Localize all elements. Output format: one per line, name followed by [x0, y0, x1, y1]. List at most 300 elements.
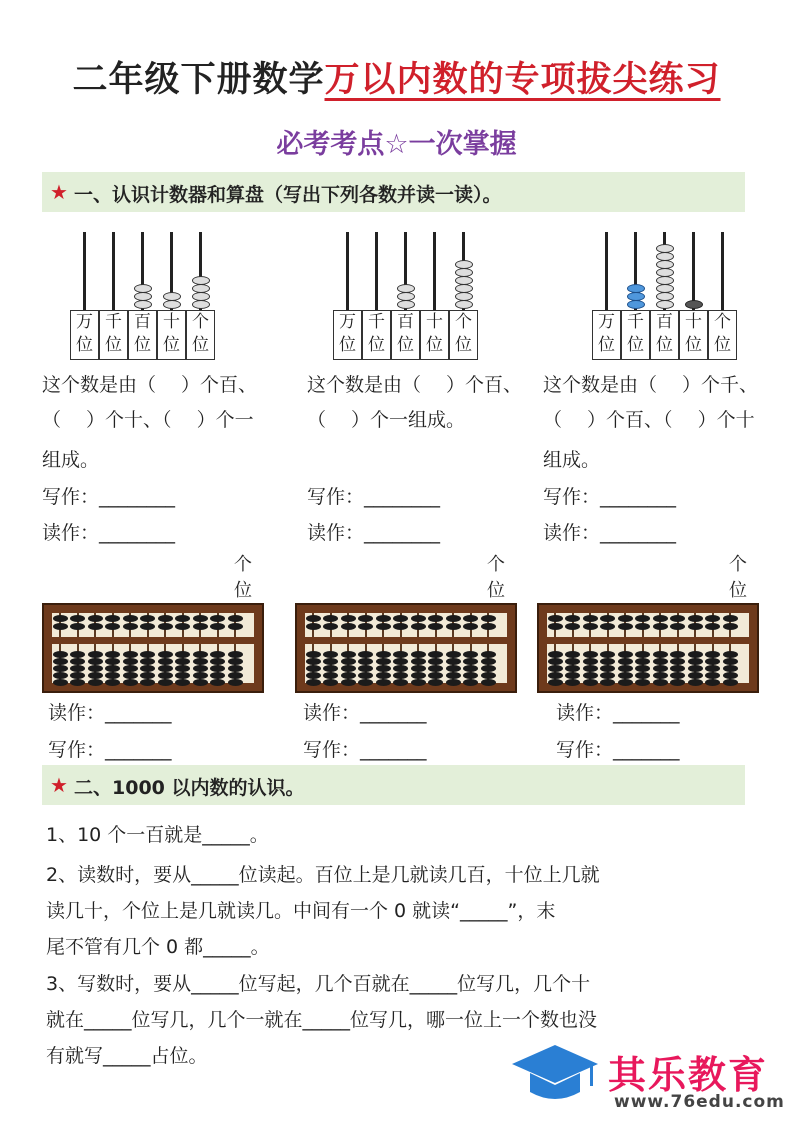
abacus-bead — [583, 672, 598, 679]
unit-place-label — [727, 552, 749, 604]
counter-bead — [192, 300, 210, 309]
abacus-bead — [70, 672, 85, 679]
abacus-bead — [158, 658, 173, 665]
abacus-bead — [723, 651, 738, 658]
abacus-bead — [688, 623, 703, 630]
abacus-bead — [88, 651, 103, 658]
counter-bead — [656, 292, 674, 301]
abacus-bead — [158, 665, 173, 672]
abacus-bead — [88, 615, 103, 622]
abacus-bead — [306, 679, 321, 686]
place-label-char: 千 — [105, 312, 122, 332]
abacus-bead — [70, 658, 85, 665]
abacus-beam — [305, 637, 507, 644]
abacus-bead — [670, 651, 685, 658]
write-answer: 写作：_______ — [556, 739, 680, 761]
counter-rod — [721, 232, 724, 310]
abacus-bead — [70, 623, 85, 630]
abacus-bead — [341, 615, 356, 622]
abacus-bead — [411, 651, 426, 658]
abacus-bead — [670, 615, 685, 622]
abacus-bead — [175, 679, 190, 686]
abacus-bead — [705, 651, 720, 658]
abacus-bead — [565, 615, 580, 622]
abacus-bead — [548, 658, 563, 665]
place-label — [592, 310, 621, 360]
read-answer: 读作：________ — [543, 522, 677, 544]
place-label-char: 位 — [339, 335, 356, 355]
abacus-bead — [210, 623, 225, 630]
abacus-bead — [635, 679, 650, 686]
abacus-bead — [323, 623, 338, 630]
place-label-char: 万 — [76, 312, 93, 332]
abacus-bead — [70, 665, 85, 672]
abacus-bead — [323, 672, 338, 679]
abacus-bead — [88, 623, 103, 630]
abacus-bead — [376, 615, 391, 622]
place-label-char: 千 — [627, 312, 644, 332]
abacus-bead — [723, 665, 738, 672]
counter-rod — [692, 232, 695, 310]
question-3-line2: 就在_____位写几，几个一就在_____位写几，哪一位上一个数也没 — [46, 1009, 598, 1031]
abacus-bead — [105, 665, 120, 672]
abacus-bead — [358, 615, 373, 622]
place-label — [449, 310, 478, 360]
abacus-bead — [123, 615, 138, 622]
place-label — [679, 310, 708, 360]
abacus-bead — [653, 651, 668, 658]
place-label-char: 位 — [397, 335, 414, 355]
abacus-bead — [723, 672, 738, 679]
abacus-bead — [635, 651, 650, 658]
abacus-bead — [428, 679, 443, 686]
abacus-bead — [105, 615, 120, 622]
abacus-bead — [323, 665, 338, 672]
abacus-bead — [705, 615, 720, 622]
abacus-bead — [463, 623, 478, 630]
abacus-bead — [158, 679, 173, 686]
abacus-bead — [393, 665, 408, 672]
counter-bead — [455, 300, 473, 309]
abacus-bead — [481, 658, 496, 665]
abacus-bead — [306, 665, 321, 672]
abacus-bead — [341, 623, 356, 630]
abacus-bead — [411, 623, 426, 630]
place-label-char: 位 — [192, 335, 209, 355]
counter-bead — [656, 300, 674, 309]
abacus-bead — [583, 651, 598, 658]
abacus-bead — [53, 623, 68, 630]
counter-bead — [656, 268, 674, 277]
abacus-bead — [705, 658, 720, 665]
abacus-bead — [193, 665, 208, 672]
abacus-bead — [88, 679, 103, 686]
abacus-bead — [446, 665, 461, 672]
abacus-bead — [411, 665, 426, 672]
abacus-bead — [565, 679, 580, 686]
abacus-bead — [548, 665, 563, 672]
abacus-bead — [481, 623, 496, 630]
abacus-bead — [175, 615, 190, 622]
counter-bead — [455, 292, 473, 301]
abacus-bead — [481, 679, 496, 686]
abacus-bead — [358, 623, 373, 630]
abacus-bead — [158, 672, 173, 679]
abacus-bead — [411, 679, 426, 686]
abacus-bead — [341, 672, 356, 679]
unit-place-label — [485, 552, 507, 604]
abacus-bead — [635, 623, 650, 630]
abacus-bead — [158, 623, 173, 630]
counter-question-line: 这个数是由（ ）个百、 — [307, 374, 523, 396]
abacus-bead — [635, 665, 650, 672]
abacus-bead — [306, 651, 321, 658]
abacus-bead — [323, 679, 338, 686]
abacus-bead — [88, 658, 103, 665]
place-label-char: 十 — [163, 312, 180, 332]
abacus-bead — [670, 672, 685, 679]
counter-bead — [455, 284, 473, 293]
abacus — [42, 603, 264, 693]
abacus-bead — [446, 679, 461, 686]
abacus — [295, 603, 517, 693]
abacus-bead — [210, 665, 225, 672]
counter-bead — [134, 284, 152, 293]
abacus-bead — [210, 679, 225, 686]
abacus-frame — [305, 613, 507, 683]
abacus-bead — [306, 615, 321, 622]
abacus-bead — [653, 672, 668, 679]
write-answer: 写作：_______ — [303, 739, 427, 761]
place-label — [333, 310, 362, 360]
counter-bead — [134, 292, 152, 301]
abacus-bead — [548, 615, 563, 622]
abacus-bead — [228, 651, 243, 658]
abacus-bead — [688, 665, 703, 672]
abacus-bead — [583, 615, 598, 622]
counter-bead — [685, 300, 703, 309]
title-part1: 二年级下册数学 — [72, 60, 325, 100]
abacus-bead — [358, 665, 373, 672]
abacus-bead — [428, 665, 443, 672]
place-label — [128, 310, 157, 360]
abacus-bead — [411, 615, 426, 622]
abacus-bead — [210, 658, 225, 665]
abacus-bead — [228, 623, 243, 630]
abacus-bead — [393, 679, 408, 686]
write-answer: 写作：________ — [42, 486, 176, 508]
abacus-bead — [158, 651, 173, 658]
counter-bead — [656, 244, 674, 253]
abacus-bead — [88, 672, 103, 679]
abacus-bead — [376, 679, 391, 686]
abacus-bead — [53, 615, 68, 622]
abacus-bead — [358, 672, 373, 679]
counter-rod — [112, 232, 115, 310]
abacus-bead — [670, 623, 685, 630]
abacus-bead — [228, 672, 243, 679]
abacus-bead — [376, 651, 391, 658]
abacus-bead — [705, 623, 720, 630]
abacus-bead — [548, 651, 563, 658]
unit-place-char: 位 — [234, 580, 252, 601]
abacus-bead — [228, 665, 243, 672]
read-answer: 读作：_______ — [303, 702, 427, 724]
abacus-bead — [548, 679, 563, 686]
abacus-bead — [565, 665, 580, 672]
abacus-frame — [52, 613, 254, 683]
abacus-bead — [228, 679, 243, 686]
abacus-bead — [635, 615, 650, 622]
section1-heading: 一、认识计数器和算盘（写出下列各数并读一读）。 — [74, 184, 502, 206]
abacus-bead — [446, 615, 461, 622]
unit-place-char: 个 — [729, 554, 747, 575]
abacus-bead — [210, 651, 225, 658]
place-label-char: 位 — [105, 335, 122, 355]
counter-bead — [656, 252, 674, 261]
unit-place-char: 位 — [729, 580, 747, 601]
question-2-line1: 2、读数时，要从_____位读起。百位上是几就读几百，十位上几就 — [46, 864, 600, 886]
star-icon: ★ — [50, 773, 68, 797]
abacus-bead — [463, 651, 478, 658]
abacus-bead — [481, 651, 496, 658]
abacus-bead — [175, 672, 190, 679]
abacus-bead — [548, 672, 563, 679]
abacus-bead — [341, 651, 356, 658]
counter-bead — [134, 300, 152, 309]
counter-bead — [627, 284, 645, 293]
abacus-bead — [53, 651, 68, 658]
abacus-bead — [158, 615, 173, 622]
abacus-bead — [193, 615, 208, 622]
section2-heading: 二、1000 以内数的认识。 — [74, 777, 305, 799]
abacus-bead — [393, 658, 408, 665]
abacus-bead — [123, 665, 138, 672]
abacus-beam — [52, 637, 254, 644]
place-label — [362, 310, 391, 360]
brand-logo — [510, 1040, 790, 1118]
place-label — [420, 310, 449, 360]
question-2-line2: 读几十，个位上是几就读几。中间有一个 0 就读“_____”，末 — [46, 900, 556, 922]
place-label — [391, 310, 420, 360]
abacus-bead — [705, 672, 720, 679]
abacus-bead — [193, 623, 208, 630]
place-label — [70, 310, 99, 360]
counter-bead — [455, 268, 473, 277]
question-3-line3: 有就写_____占位。 — [46, 1045, 208, 1067]
abacus-bead — [428, 658, 443, 665]
counter-rod — [83, 232, 86, 310]
question-2-line3: 尾不管有几个 0 都_____。 — [46, 936, 270, 958]
abacus-bead — [193, 672, 208, 679]
abacus-bead — [411, 672, 426, 679]
counter-bead — [455, 276, 473, 285]
abacus-bead — [618, 615, 633, 622]
counter-rod — [375, 232, 378, 310]
read-answer: 读作：________ — [307, 522, 441, 544]
abacus-bead — [548, 623, 563, 630]
counter-bead — [656, 284, 674, 293]
counter-diagram — [592, 228, 752, 368]
place-label-char: 千 — [368, 312, 385, 332]
write-answer: 写作：________ — [543, 486, 677, 508]
place-label-char: 位 — [368, 335, 385, 355]
abacus-bead — [393, 672, 408, 679]
counter-bead — [627, 292, 645, 301]
abacus-bead — [193, 651, 208, 658]
abacus-bead — [583, 658, 598, 665]
abacus-bead — [306, 623, 321, 630]
abacus-bead — [53, 665, 68, 672]
abacus-bead — [600, 623, 615, 630]
page-subtitle: 必考考点☆一次掌握 — [276, 129, 517, 160]
abacus-bead — [428, 623, 443, 630]
abacus-bead — [688, 679, 703, 686]
abacus-bead — [723, 679, 738, 686]
abacus-bead — [376, 665, 391, 672]
abacus-bead — [583, 623, 598, 630]
counter-diagram — [333, 228, 493, 368]
place-label-char: 个 — [455, 312, 472, 332]
abacus-bead — [653, 665, 668, 672]
place-label-char: 万 — [598, 312, 615, 332]
abacus-bead — [688, 651, 703, 658]
abacus-bead — [463, 665, 478, 672]
abacus-bead — [140, 623, 155, 630]
abacus-bead — [105, 651, 120, 658]
place-label-char: 位 — [685, 335, 702, 355]
place-label-char: 个 — [192, 312, 209, 332]
abacus-bead — [123, 679, 138, 686]
section1-header — [42, 172, 745, 212]
abacus-bead — [723, 615, 738, 622]
abacus-bead — [53, 679, 68, 686]
abacus-bead — [376, 672, 391, 679]
abacus-bead — [88, 665, 103, 672]
abacus-bead — [175, 665, 190, 672]
abacus-bead — [565, 651, 580, 658]
abacus-bead — [228, 658, 243, 665]
abacus-bead — [358, 658, 373, 665]
abacus-bead — [306, 672, 321, 679]
abacus-bead — [53, 658, 68, 665]
place-label-char: 位 — [714, 335, 731, 355]
abacus-bead — [653, 658, 668, 665]
abacus-bead — [123, 672, 138, 679]
place-label-char: 位 — [455, 335, 472, 355]
counter-question-line: （ ）个百、（ ）个十 — [543, 409, 755, 431]
place-label-char: 万 — [339, 312, 356, 332]
graduation-cap-icon — [510, 1040, 600, 1110]
abacus-bead — [463, 672, 478, 679]
abacus-bead — [705, 665, 720, 672]
abacus-bead — [565, 658, 580, 665]
abacus-bead — [705, 679, 720, 686]
abacus-bead — [653, 623, 668, 630]
abacus-bead — [393, 651, 408, 658]
place-label-char: 百 — [397, 312, 414, 332]
place-label — [157, 310, 186, 360]
abacus-bead — [600, 679, 615, 686]
logo-name: 其乐教育 — [608, 1053, 769, 1097]
logo-url: www.76edu.com — [614, 1092, 785, 1112]
abacus-bead — [565, 672, 580, 679]
abacus-bead — [105, 623, 120, 630]
place-label — [708, 310, 737, 360]
abacus-bead — [123, 651, 138, 658]
counter-rod — [346, 232, 349, 310]
question-3-line1: 3、写数时，要从_____位写起，几个百就在_____位写几，几个十 — [46, 973, 591, 995]
abacus-bead — [376, 658, 391, 665]
unit-place-char: 位 — [487, 580, 505, 601]
unit-place-char: 个 — [234, 554, 252, 575]
abacus-bead — [358, 651, 373, 658]
abacus-bead — [428, 615, 443, 622]
counter-bead — [397, 284, 415, 293]
abacus-bead — [105, 672, 120, 679]
write-answer: 写作：_______ — [48, 739, 172, 761]
abacus-bead — [193, 658, 208, 665]
place-label — [621, 310, 650, 360]
place-label-char: 位 — [76, 335, 93, 355]
abacus-bead — [341, 679, 356, 686]
abacus-bead — [618, 623, 633, 630]
abacus-bead — [618, 658, 633, 665]
abacus-bead — [670, 679, 685, 686]
counter-bead — [163, 292, 181, 301]
abacus-bead — [323, 658, 338, 665]
place-label-char: 十 — [685, 312, 702, 332]
place-label-char: 百 — [134, 312, 151, 332]
abacus-beam — [547, 637, 749, 644]
abacus-bead — [688, 658, 703, 665]
abacus-bead — [635, 672, 650, 679]
abacus-bead — [175, 651, 190, 658]
abacus-bead — [123, 658, 138, 665]
abacus-bead — [323, 651, 338, 658]
counter-bead — [656, 276, 674, 285]
abacus-bead — [446, 672, 461, 679]
read-answer: 读作：________ — [42, 522, 176, 544]
place-label-char: 位 — [134, 335, 151, 355]
abacus-bead — [446, 651, 461, 658]
abacus-bead — [53, 672, 68, 679]
abacus-bead — [105, 679, 120, 686]
place-label — [186, 310, 215, 360]
abacus-bead — [481, 672, 496, 679]
unit-place-char: 个 — [487, 554, 505, 575]
abacus-bead — [446, 658, 461, 665]
place-label — [650, 310, 679, 360]
place-label-char: 百 — [656, 312, 673, 332]
question-1: 1、10 个一百就是_____。 — [46, 824, 269, 846]
place-label-char: 个 — [714, 312, 731, 332]
counter-bead — [192, 284, 210, 293]
counter-bead — [192, 292, 210, 301]
abacus-bead — [428, 651, 443, 658]
abacus — [537, 603, 759, 693]
abacus-bead — [670, 665, 685, 672]
abacus-bead — [600, 672, 615, 679]
abacus-bead — [140, 679, 155, 686]
abacus-bead — [653, 679, 668, 686]
abacus-bead — [140, 672, 155, 679]
abacus-bead — [175, 623, 190, 630]
abacus-bead — [635, 658, 650, 665]
abacus-bead — [653, 615, 668, 622]
abacus-bead — [210, 672, 225, 679]
abacus-bead — [140, 658, 155, 665]
